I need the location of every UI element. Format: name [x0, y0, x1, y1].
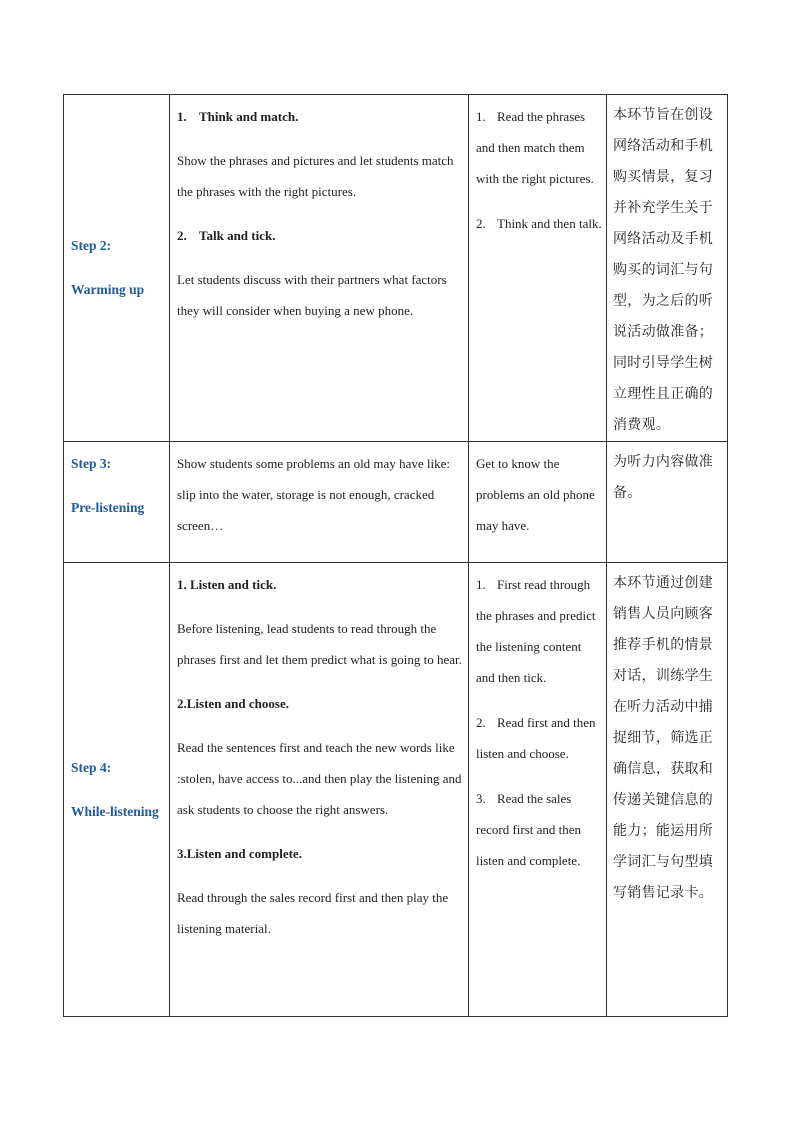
- activity-heading: 3.Listen and complete.: [177, 846, 302, 861]
- student-activity-item: 3. Read the sales record first and then listen and complete.: [476, 791, 582, 868]
- table-row: [64, 95, 728, 442]
- activity-heading: 1. Listen and tick.: [177, 577, 277, 592]
- activity-heading: 1. Think and match.: [177, 109, 299, 124]
- step-title: Step 4:: [71, 759, 112, 775]
- student-activity-item: 1. Read the phrases and then match them with the right pictures.: [476, 109, 594, 186]
- step-name: While-listening: [71, 803, 159, 819]
- lesson-plan-table: [63, 94, 728, 1017]
- step-cell: [64, 442, 170, 563]
- step-name: Warming up: [71, 282, 145, 297]
- step-cell: [64, 95, 170, 442]
- student-activity-cell: [469, 563, 607, 1017]
- purpose-cell: 本环节旨在创设网络活动和手机购买情景，复习并补充学生关于网络活动及手机购买的词汇与句型，为之后的听说活动做准备；同时引导学生树立理性且正确的消费观。: [607, 95, 728, 442]
- teacher-activity-cell: [170, 563, 469, 1017]
- student-activity-cell: [469, 442, 607, 563]
- student-activity-item: 2. Read first and then listen and choose.: [476, 715, 596, 761]
- table-row: [64, 442, 728, 563]
- activity-text: Before listening, lead students to read through the phrases first and let them predict what is going to hear.: [177, 621, 462, 667]
- teacher-activity-cell: [170, 442, 469, 563]
- activity-text: Read the sentences first and teach the new words like :stolen, have access to...and then play the listening and ask students to choose the right answers.: [177, 740, 462, 817]
- teacher-activity-cell: [170, 95, 469, 442]
- activity-text: Read through the sales record first and then play the listening material.: [177, 890, 449, 936]
- student-activity-item: 2. Think and then talk.: [476, 216, 602, 231]
- step-title: Step 3:: [71, 456, 112, 471]
- step-name: Pre-listening: [71, 500, 145, 515]
- activity-heading: 2.Listen and choose.: [177, 696, 289, 711]
- student-activity-item: 1. First read through the phrases and predict the listening content and then tick.: [476, 577, 596, 685]
- step-title: Step 2:: [71, 238, 112, 253]
- activity-text: Show students some problems an old may have like: slip into the water, storage is not enough, cracked screen…: [177, 456, 450, 533]
- purpose-cell: 为听力内容做准备。: [607, 442, 728, 563]
- table-row: [64, 563, 728, 1017]
- step-cell: [64, 563, 170, 1017]
- activity-text: Show the phrases and pictures and let students match the phrases with the right pictures.: [177, 153, 454, 199]
- activity-text: Let students discuss with their partners what factors they will consider when buying a new phone.: [177, 272, 447, 318]
- activity-heading: 2. Talk and tick.: [177, 228, 276, 243]
- student-activity-item: Get to know the problems an old phone may have.: [476, 456, 595, 533]
- student-activity-cell: [469, 95, 607, 442]
- purpose-cell: 本环节通过创建销售人员向顾客推荐手机的情景对话，训练学生在听力活动中捕捉细节，筛选正确信息，获取和传递关键信息的能力；能运用所学词汇与句型填写销售记录卡。: [607, 563, 728, 1017]
